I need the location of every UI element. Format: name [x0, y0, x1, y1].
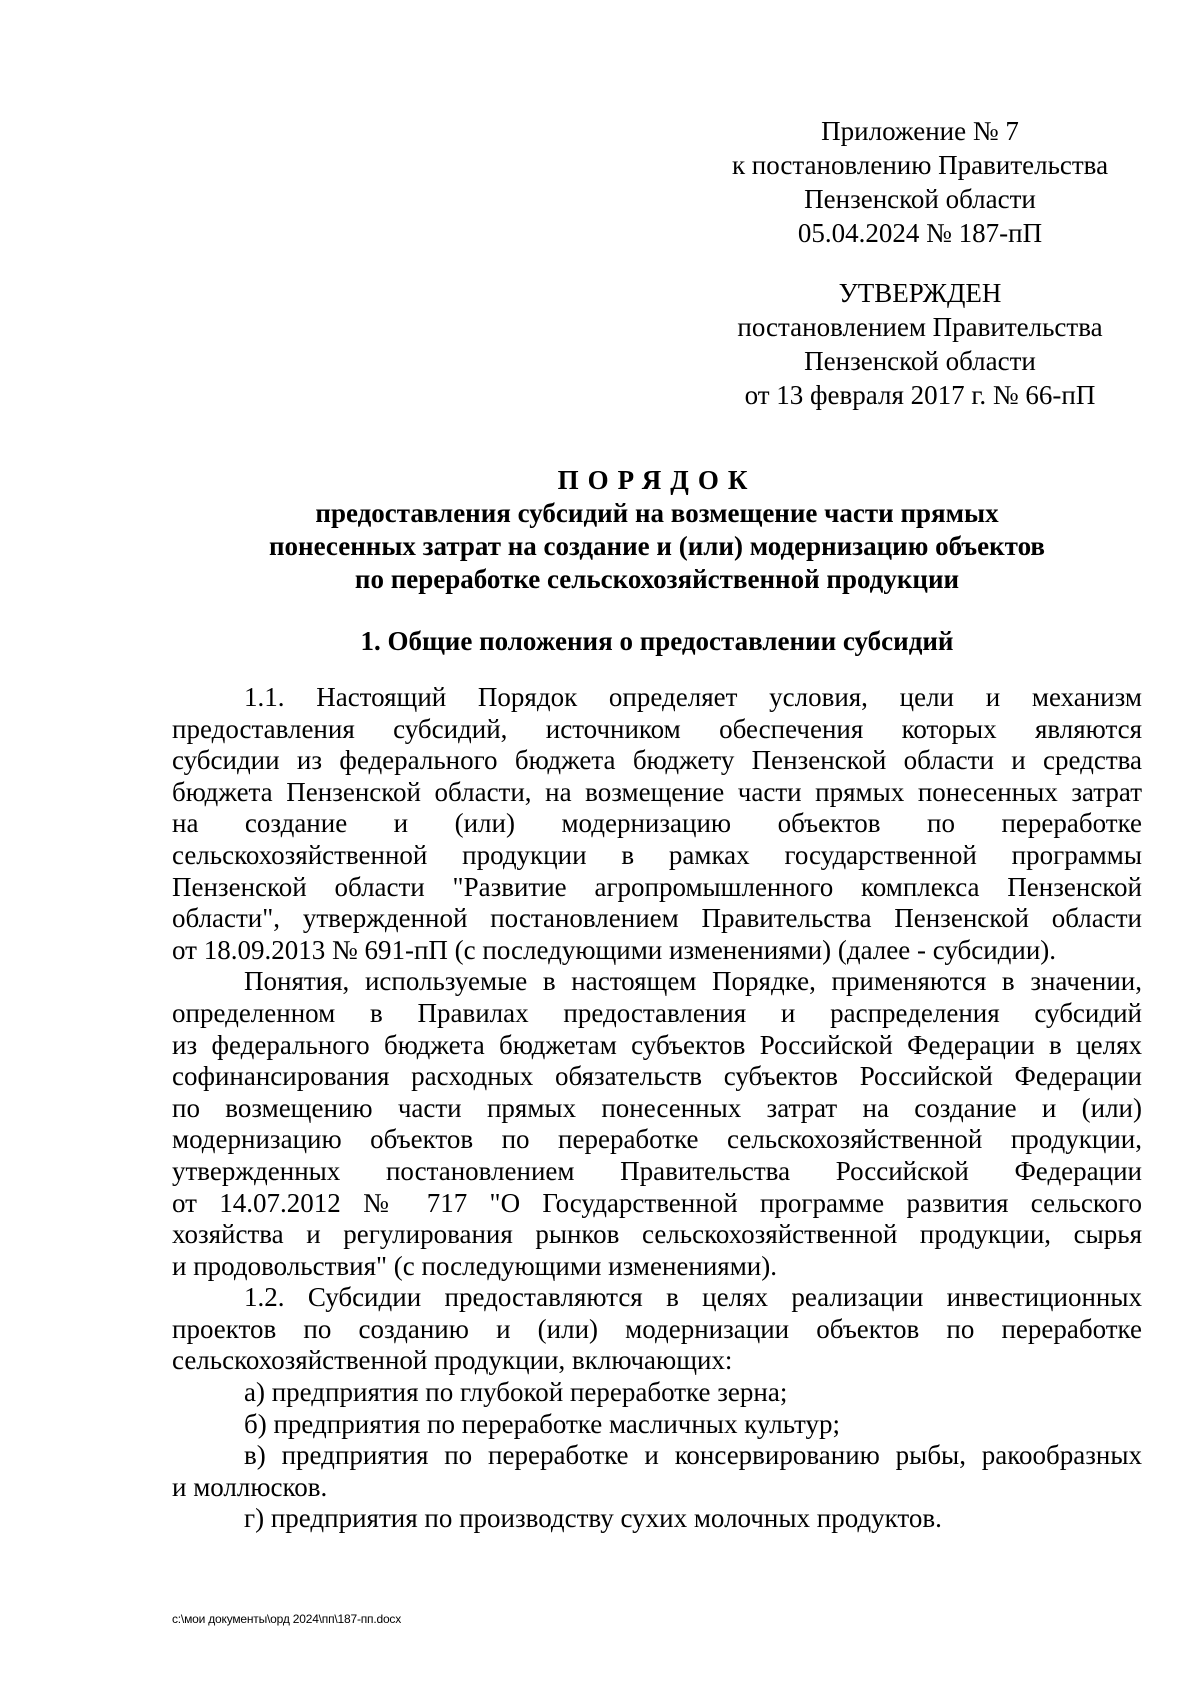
- document-subtitle-line: по переработке сельскохозяйственной продукции: [354, 564, 960, 594]
- body-line: Пензенской области "Развитие агропромышленного комплекса Пензенской: [172, 871, 1142, 902]
- approved-by: постановлением Правительства: [737, 312, 1103, 342]
- body-line: утвержденных постановлением Правительства Российской Федерации: [172, 1155, 1142, 1186]
- body-line: определенном в Правилах предоставления и распределения субсидий: [172, 997, 1142, 1028]
- document-title: ПОРЯДОК: [557, 465, 757, 495]
- appendix-resolution-ref: к постановлению Правительства: [731, 150, 1109, 180]
- body-line: субсидии из федерального бюджета бюджету Пензенской области и средства: [172, 745, 1142, 776]
- body-line: на создание и (или) модернизацию объектов по переработке: [172, 808, 1142, 839]
- body-line: софинансирования расходных обязательств субъектов Российской Федерации: [172, 1061, 1142, 1092]
- document-subtitle-line: понесенных затрат на создание и (или) модернизацию объектов: [269, 531, 1045, 561]
- body-line: сельскохозяйственной продукции в рамках государственной программы: [172, 839, 1142, 870]
- body-line: 1.2. Субсидии предоставляются в целях реализации инвестиционных: [244, 1282, 1142, 1313]
- list-item-continuation: и моллюсков.: [172, 1471, 328, 1502]
- body-line: и продовольствия" (с последующими изменениями).: [172, 1250, 777, 1281]
- section-heading: 1. Общие положения о предоставлении субсидий: [360, 626, 954, 656]
- body-line: из федерального бюджета бюджетам субъектов Российской Федерации в целях: [172, 1029, 1142, 1060]
- appendix-region: Пензенской области: [804, 184, 1036, 214]
- body-line: сельскохозяйственной продукции, включающих:: [172, 1345, 733, 1376]
- document-body: [172, 682, 1142, 1535]
- list-item: б) предприятия по переработке масличных культур;: [244, 1408, 840, 1439]
- approved-region: Пензенской области: [804, 346, 1036, 376]
- file-path-footer: c:\мои документы\орд 2024\пп\187-пп.docx: [172, 1612, 402, 1626]
- body-line: предоставления субсидий, источником обеспечения которых являются: [172, 713, 1142, 744]
- body-line: 1.1. Настоящий Порядок определяет условия, цели и механизм: [244, 682, 1142, 712]
- appendix-header: [710, 114, 1130, 250]
- approved-stamp: [710, 276, 1130, 412]
- body-line: Понятия, используемые в настоящем Порядке, применяются в значении,: [244, 966, 1142, 997]
- approved-date-number: от 13 февраля 2017 г. № 66-пП: [744, 380, 1096, 410]
- body-line: бюджета Пензенской области, на возмещение части прямых понесенных затрат: [172, 776, 1142, 807]
- list-item: в) предприятия по переработке и консервированию рыбы, ракообразных: [244, 1440, 1142, 1471]
- body-line: области", утвержденной постановлением Правительства Пензенской области: [172, 903, 1142, 934]
- approved-label: УТВЕРЖДЕН: [838, 278, 1002, 308]
- appendix-date-number: 05.04.2024 № 187-пП: [797, 218, 1043, 248]
- body-line: от 18.09.2013 № 691-пП (с последующими изменениями) (далее - субсидии).: [172, 934, 1057, 965]
- body-line: по возмещению части прямых понесенных затрат на создание и (или): [172, 1092, 1142, 1123]
- appendix-number: Приложение № 7: [821, 116, 1019, 146]
- body-line: хозяйства и регулирования рынков сельскохозяйственной продукции, сырья: [172, 1219, 1142, 1250]
- body-line: модернизацию объектов по переработке сельскохозяйственной продукции,: [172, 1124, 1142, 1155]
- list-item: г) предприятия по производству сухих молочных продуктов.: [244, 1503, 942, 1534]
- document-subtitle-line: предоставления субсидий на возмещение части прямых: [315, 498, 999, 528]
- body-line: от 14.07.2012 № 717 "О Государственной программе развития сельского: [172, 1187, 1142, 1218]
- body-line: проектов по созданию и (или) модернизации объектов по переработке: [172, 1313, 1142, 1344]
- list-item: а) предприятия по глубокой переработке зерна;: [244, 1377, 788, 1408]
- document-title-block: [172, 464, 1142, 596]
